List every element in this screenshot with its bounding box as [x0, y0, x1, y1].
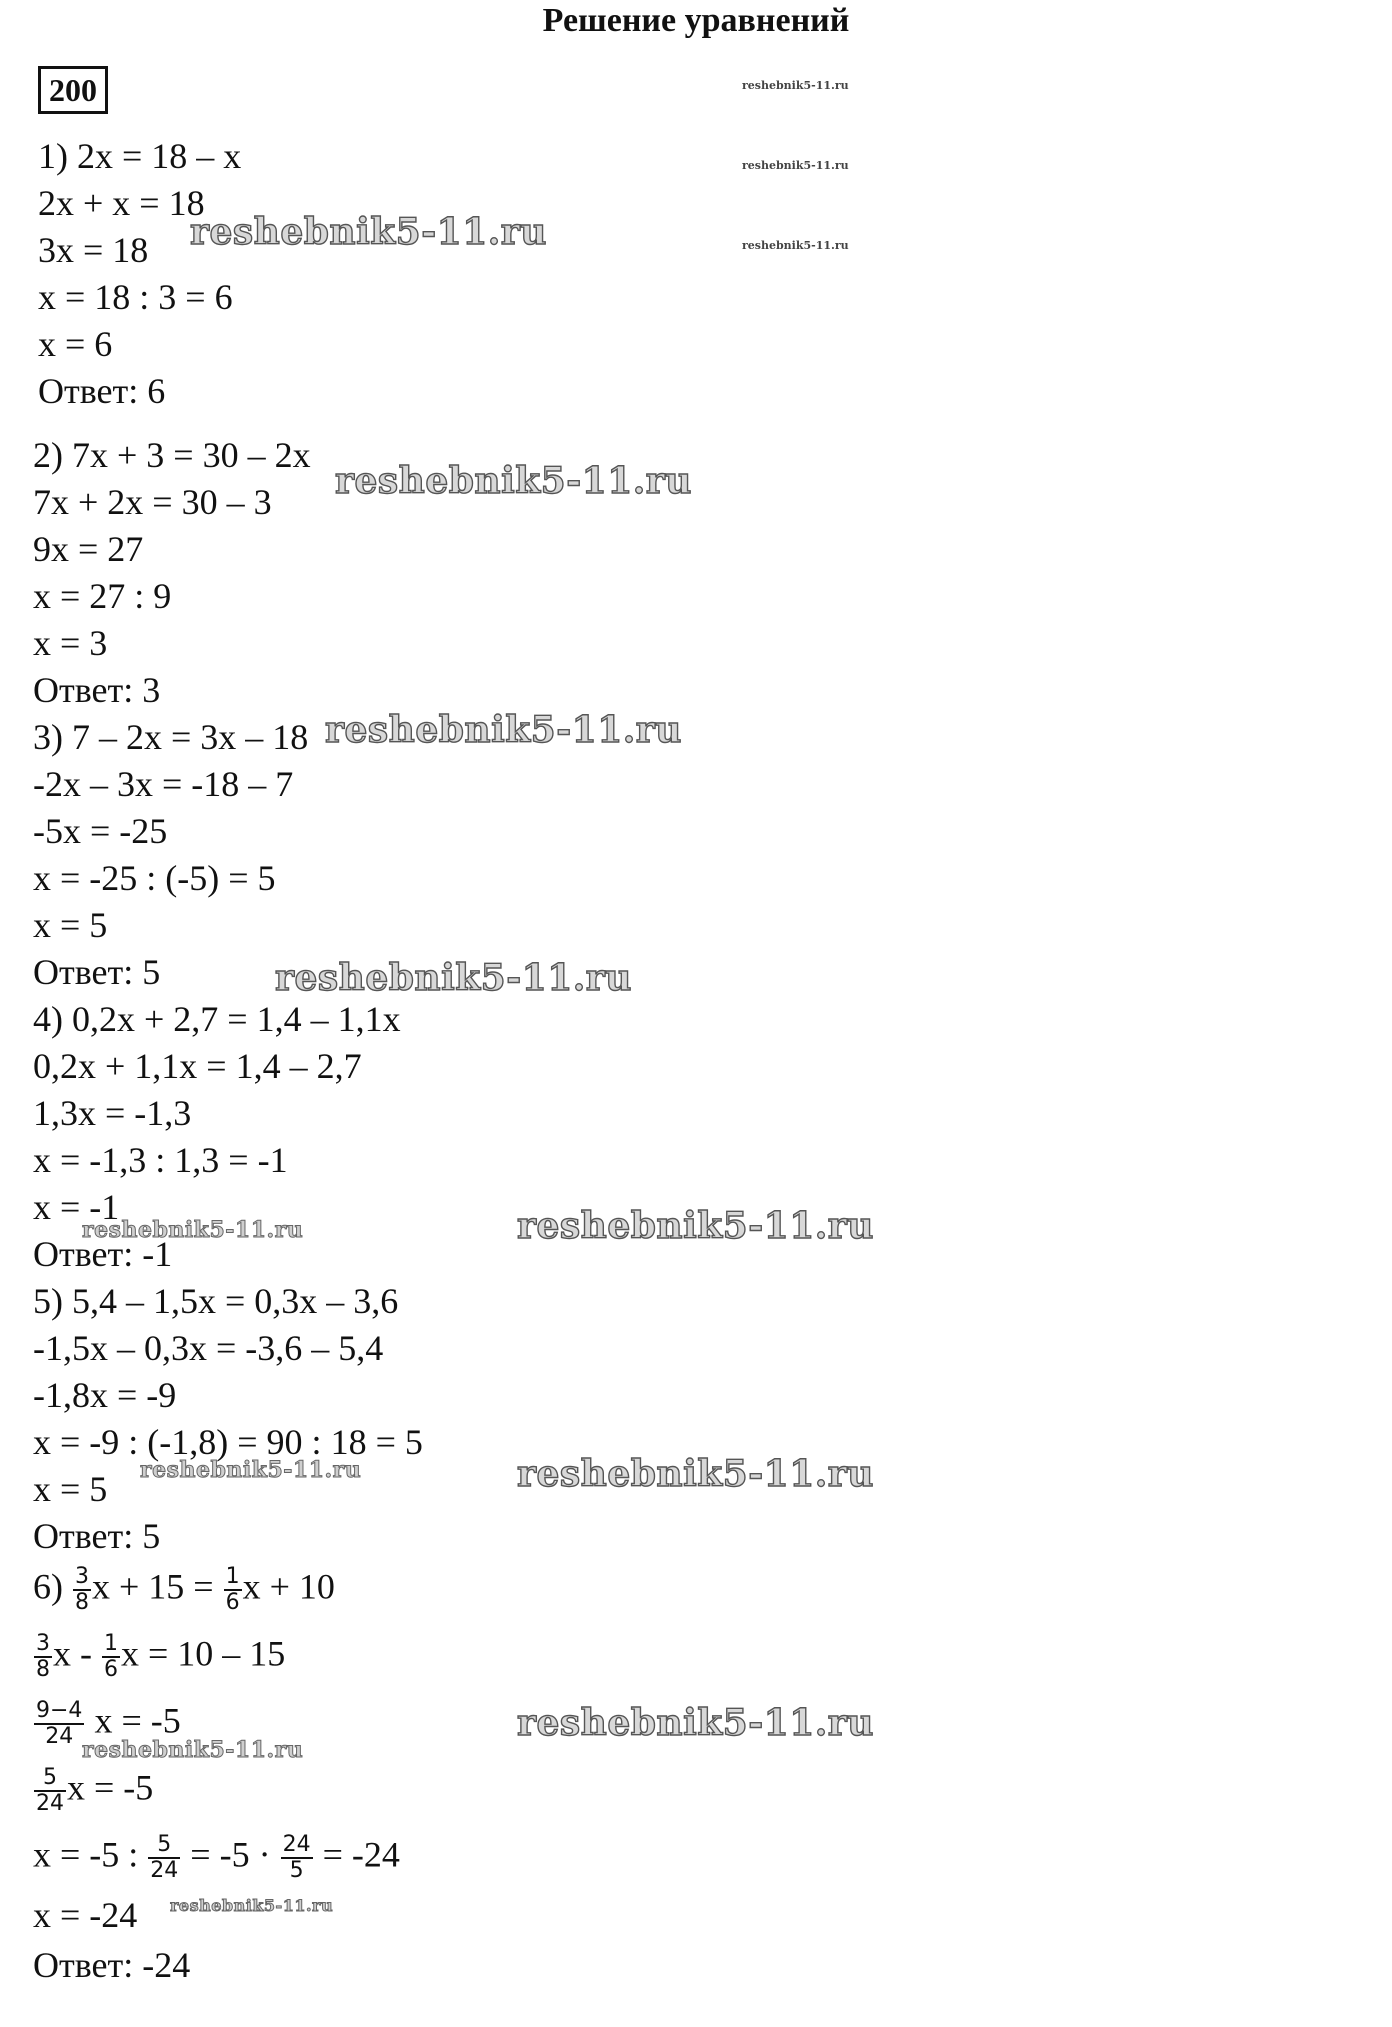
watermark: reshebnik5-11.ru [82, 1737, 304, 1763]
page-title: Решение уравнений [542, 2, 850, 39]
solution-6-line-6: х = -24 [33, 1895, 138, 1935]
solution-1-line-4: х = 18 : 3 = 6 [38, 277, 233, 317]
solution-5-answer: Ответ: 5 [33, 1516, 161, 1556]
fraction: $\frac{1}{6}$ [225, 1564, 240, 1616]
solution-5-line-2: -1,5х – 0,3х = -3,6 – 5,4 [33, 1328, 384, 1368]
watermark: reshebnik5-11.ru [190, 211, 547, 253]
solution-4-line-1: 4) 0,2х + 2,7 = 1,4 – 1,1х [33, 999, 401, 1039]
watermark: reshebnik5-11.ru [517, 1205, 874, 1247]
solution-6-answer: Ответ: -24 [33, 1945, 191, 1985]
watermark: reshebnik5-11.ru [517, 1453, 874, 1495]
fraction: $\frac{5}{24}$ [36, 1765, 64, 1817]
fraction: $\frac{9-4}{24}$ [36, 1698, 83, 1750]
watermark: reshebnik5-11.ru [82, 1217, 304, 1243]
solution-4-line-5: х = -1 [33, 1187, 120, 1227]
task-number-box: 200 [38, 66, 108, 114]
solution-6-line-3: $\frac{9-4}{24}$ х = -5 [36, 1698, 181, 1750]
solution-6-line-1: 6) $\frac{3}{8}$ х + 15 = $\frac{1}{6}$ х + 10 [33, 1564, 335, 1616]
watermark: reshebnik5-11.ru [335, 460, 692, 502]
solution-1-line-3: 3х = 18 [38, 230, 149, 270]
solution-2-line-2: 7х + 2х = 30 – 3 [33, 482, 272, 522]
solution-5-line-3: -1,8х = -9 [33, 1375, 177, 1415]
solution-5-line-1: 5) 5,4 – 1,5х = 0,3х – 3,6 [33, 1281, 399, 1321]
watermark: reshebnik5-11.ru [275, 957, 632, 999]
watermark: reshebnik5-11.ru [517, 1702, 874, 1744]
fraction: $\frac{1}{6}$ [104, 1631, 118, 1683]
fraction: $\frac{24}{5}$ [282, 1832, 311, 1884]
solution-2-line-4: х = 27 : 9 [33, 576, 172, 616]
watermark: reshebnik5-11.ru [742, 159, 849, 172]
solution-3-line-4: х = -25 : (-5) = 5 [33, 858, 276, 898]
solution-3-line-3: -5х = -25 [33, 811, 168, 851]
solution-6-line-4: $\frac{5}{24}$ х = -5 [36, 1765, 154, 1817]
solution-2-answer: Ответ: 3 [33, 670, 161, 710]
fraction: $\frac{5}{24}$ [150, 1832, 179, 1884]
solution-6-line-5: х = -5 : $\frac{5}{24}$ = -5 · $\frac{24}{5}$ = -24 [33, 1832, 400, 1884]
fraction: $\frac{3}{8}$ [75, 1564, 89, 1616]
solution-2-line-5: х = 3 [33, 623, 108, 663]
solution-1-answer: Ответ: 6 [38, 371, 166, 411]
watermark: reshebnik5-11.ru [742, 239, 849, 252]
solution-3-line-2: -2х – 3х = -18 – 7 [33, 764, 294, 804]
solution-5-line-4: х = -9 : (-1,8) = 90 : 18 = 5 [33, 1422, 423, 1462]
solution-3-answer: Ответ: 5 [33, 952, 161, 992]
fraction: $\frac{3}{8}$ [36, 1631, 50, 1683]
solution-2-line-3: 9х = 27 [33, 529, 144, 569]
watermark: reshebnik5-11.ru [742, 79, 849, 92]
watermark: reshebnik5-11.ru [170, 1896, 334, 1915]
watermark: reshebnik5-11.ru [325, 709, 682, 751]
watermark: reshebnik5-11.ru [140, 1457, 362, 1483]
solution-4-line-3: 1,3х = -1,3 [33, 1093, 192, 1133]
solution-1-line-5: х = 6 [38, 324, 113, 364]
solution-2-line-1: 2) 7х + 3 = 30 – 2х [33, 435, 311, 475]
solution-1-line-2: 2х + х = 18 [38, 183, 205, 223]
solution-5-line-5: х = 5 [33, 1469, 108, 1509]
solution-3-line-5: х = 5 [33, 905, 108, 945]
solution-3-line-1: 3) 7 – 2х = 3х – 18 [33, 717, 309, 757]
solution-6-line-2: $\frac{3}{8}$ х - $\frac{1}{6}$ х = 10 – 15 [36, 1631, 286, 1683]
solution-1-line-1: 1) 2х = 18 – х [38, 136, 242, 176]
solution-4-line-4: х = -1,3 : 1,3 = -1 [33, 1140, 288, 1180]
solution-4-line-2: 0,2х + 1,1х = 1,4 – 2,7 [33, 1046, 362, 1086]
solution-4-answer: Ответ: -1 [33, 1234, 173, 1274]
